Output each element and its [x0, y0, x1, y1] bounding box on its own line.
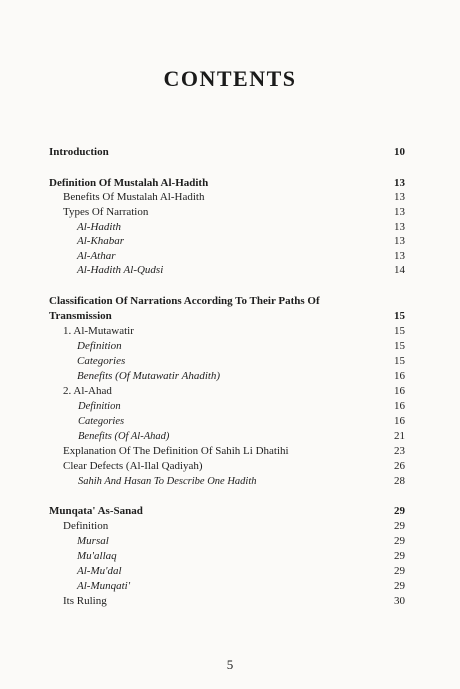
toc-entry-clear-defects	[0, 459, 460, 474]
toc-entry-label: Sahih And Hasan To Describe One Hadith	[78, 476, 257, 487]
toc-entry-label: Its Ruling	[63, 595, 107, 607]
toc-entry-mutawatir-benefits	[0, 369, 460, 384]
toc-entry-label: Categories	[77, 355, 126, 367]
toc-entry-al-khabar	[0, 234, 460, 249]
toc-entry-al-ahad	[0, 384, 460, 399]
toc-entry-label: Mu'allaq	[77, 550, 117, 562]
toc-entry-label: Definition Of Mustalah Al-Hadith	[49, 177, 209, 189]
toc-entry-label: Classification Of Narrations According To Their Paths Of	[49, 295, 320, 307]
toc-entry-label: Benefits (Of Al-Ahad)	[78, 431, 170, 442]
toc-entry-its-ruling	[0, 594, 460, 609]
toc-entry-label: Types Of Narration	[63, 206, 149, 218]
toc-entry-page: 29	[394, 535, 405, 547]
toc-entry-page: 15	[394, 325, 405, 337]
toc-entry-label: Categories	[78, 416, 125, 427]
toc-entry-page: 16	[394, 400, 405, 412]
toc-entry-label: Clear Defects (Al-Ilal Qadiyah)	[63, 460, 203, 472]
toc-entry-al-hadith	[0, 220, 460, 235]
toc-entry-label: Benefits Of Mustalah Al-Hadith	[63, 191, 205, 203]
toc-entry-page: 14	[394, 264, 405, 276]
toc-entry-al-hadith-al-qudsi	[0, 263, 460, 278]
toc-entry-label: Mursal	[77, 535, 109, 547]
toc-entry-label: Al-Munqati'	[77, 580, 131, 592]
toc-entry-page: 23	[394, 445, 405, 457]
toc-entry-page: 13	[394, 221, 405, 233]
toc-entry-label: Definition	[78, 401, 121, 412]
toc-entry-label: Al-Hadith	[77, 221, 121, 233]
toc-entry-page: 16	[394, 415, 405, 427]
toc-entry-label: Benefits (Of Mutawatir Ahadith)	[77, 370, 221, 382]
toc-entry-page: 21	[394, 430, 405, 442]
toc-entry-page: 13	[394, 250, 405, 262]
page-number: 5	[226, 657, 234, 672]
toc-entry-mutawatir-definition	[0, 339, 460, 354]
toc-entry-label: Explanation Of The Definition Of Sahih Li Dhatihi	[63, 445, 289, 457]
toc-entry-label: Transmission	[49, 310, 112, 322]
toc-entry-munqata-as-sanad	[0, 504, 460, 519]
toc-entry-explanation-sahih	[0, 444, 460, 459]
toc-entry-label: 1. Al-Mutawatir	[63, 325, 134, 337]
toc-entry-label: Munqata' As-Sanad	[49, 505, 143, 517]
toc-entry-page: 15	[394, 310, 405, 322]
toc-entry-sahih-and-hasan	[0, 474, 460, 489]
toc-entry-page: 28	[394, 475, 405, 487]
toc-entry-label: 2. Al-Ahad	[63, 385, 112, 397]
toc-entry-label: Definition	[77, 340, 122, 352]
toc-entry-label: Introduction	[49, 146, 109, 158]
toc-entry-ahad-categories	[0, 414, 460, 429]
toc-entry-page: 29	[394, 505, 405, 517]
toc-entry-page: 29	[394, 550, 405, 562]
toc-entry-page: 16	[394, 370, 405, 382]
toc-entry-mutawatir-categories	[0, 354, 460, 369]
toc-entry-transmission	[0, 309, 460, 324]
toc-entry-al-mutawatir	[0, 324, 460, 339]
toc-entry-muallaq	[0, 549, 460, 564]
toc-entry-ahad-definition	[0, 399, 460, 414]
toc-entry-label: Al-Mu'dal	[77, 565, 122, 577]
toc-entry-al-athar	[0, 249, 460, 264]
toc-entry-al-mudal	[0, 564, 460, 579]
toc-entry-mursal	[0, 534, 460, 549]
toc-entry-page: 29	[394, 580, 405, 592]
toc-entry-page: 26	[394, 460, 405, 472]
toc-entry-ahad-benefits	[0, 429, 460, 444]
toc-entry-definition-of-mustalah	[0, 176, 460, 191]
toc-entry-label: Al-Hadith Al-Qudsi	[77, 264, 164, 276]
toc-entry-page: 15	[394, 340, 405, 352]
toc-entry-page: 29	[394, 565, 405, 577]
toc-entry-page: 13	[394, 206, 405, 218]
toc-entry-page: 10	[394, 146, 405, 158]
toc-entry-introduction	[0, 145, 460, 160]
toc-entry-types-of-narration	[0, 205, 460, 220]
toc-entry-benefits-of-mustalah	[0, 190, 460, 205]
toc-entry-page: 30	[394, 595, 405, 607]
toc-entry-munqata-definition	[0, 519, 460, 534]
toc-entry-page: 13	[394, 191, 405, 203]
page-title: CONTENTS	[163, 66, 297, 91]
toc-entry-page: 15	[394, 355, 405, 367]
toc-entry-label: Al-Khabar	[77, 235, 125, 247]
toc-entry-label: Definition	[63, 520, 109, 532]
toc-entry-page: 16	[394, 385, 405, 397]
toc-entry-al-munqati	[0, 579, 460, 594]
toc-entry-label: Al-Athar	[77, 250, 116, 262]
toc-entry-page: 13	[394, 177, 405, 189]
toc-entry-page: 13	[394, 235, 405, 247]
toc-entry-page: 29	[394, 520, 405, 532]
toc-entry-classification	[0, 294, 460, 309]
